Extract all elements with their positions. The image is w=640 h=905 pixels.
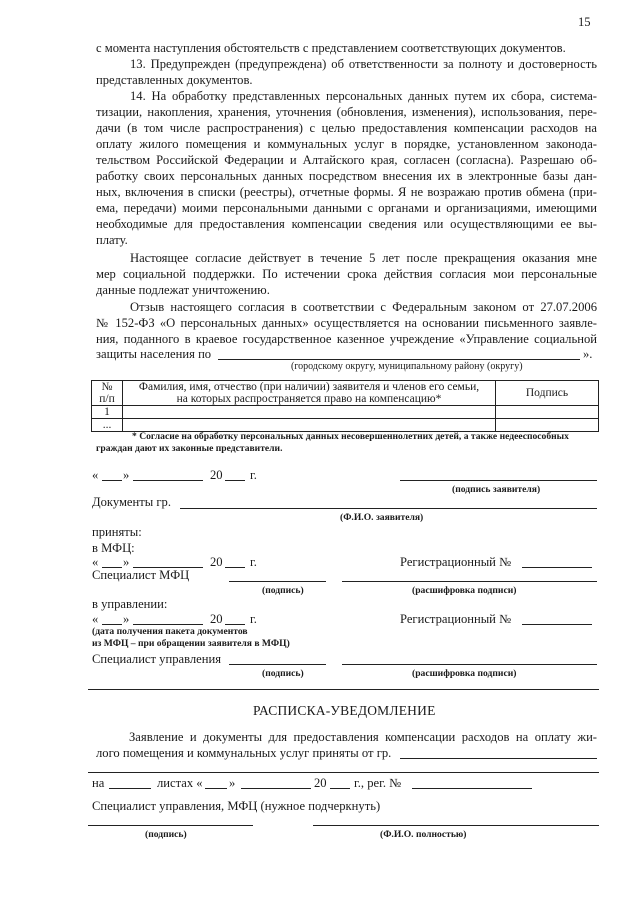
mfc-specialist-label: Специалист МФЦ	[92, 568, 190, 582]
table-row	[92, 406, 599, 419]
paragraph-continuation: с момента наступления обстоятельств с представлением соответствующих документов.	[96, 41, 566, 55]
dept-reg-label: Регистрационный №	[400, 612, 512, 626]
receipt-signature-field[interactable]	[88, 825, 253, 826]
receipt-text: Заявление и документы для предоставления компенсации расходов на оплату жи-	[129, 730, 597, 744]
receipt-divider	[88, 772, 599, 773]
receipt-signature-caption: (подпись)	[145, 829, 187, 840]
month-field[interactable]	[133, 480, 203, 481]
date-quote-open: «	[92, 468, 99, 482]
applicant-signature-field[interactable]	[400, 480, 597, 481]
dept-year-field[interactable]	[225, 624, 245, 625]
table-row	[92, 419, 599, 432]
year-field[interactable]	[225, 480, 245, 481]
day-field[interactable]	[102, 480, 122, 481]
header-num-label: №	[101, 381, 113, 393]
family-table	[91, 380, 599, 432]
row-fio-cell[interactable]	[123, 419, 496, 432]
paragraph-13-line: 13. Предупрежден (предупреждена) об ответственности за полноту и достоверность	[130, 57, 597, 71]
table-header-row	[92, 381, 599, 406]
receipt-text: лого помещения и коммунальных услуг приняты от гр.	[96, 746, 392, 760]
dept-decode-caption: (расшифровка подписи)	[412, 668, 517, 679]
paragraph-14-line: тельством Российской Федерации и Алтайского края, согласен (согласна). Разрешаю об-	[96, 153, 597, 167]
mfc-decode-caption: (расшифровка подписи)	[412, 585, 517, 596]
year-suffix: г.	[250, 468, 257, 482]
year-prefix: 20	[210, 468, 223, 482]
date-quote-open: «	[92, 612, 99, 626]
receipt-applicant-field[interactable]	[400, 758, 597, 759]
accepted-label: приняты:	[92, 525, 142, 539]
paragraph-14-line: 14. На обработку представленных персональных данных путем их сбора, система-	[130, 89, 597, 103]
receipt-fio-caption: (Ф.И.О. полностью)	[380, 829, 467, 840]
header-fio-label: Фамилия, имя, отчество (при наличии) заявителя и членов его семьи,	[138, 381, 480, 393]
paragraph-14-line: плату.	[96, 233, 128, 247]
date-quote-close: »	[123, 468, 130, 482]
applicant-signature-caption: (подпись заявителя)	[452, 484, 541, 495]
row-sign-cell[interactable]	[496, 419, 599, 432]
date-quote-close: »	[123, 555, 130, 569]
page-number: 15	[578, 15, 591, 29]
quote-close: ».	[583, 347, 593, 361]
receipt-sheets-field[interactable]	[109, 788, 151, 789]
paragraph-recall-line: защиты населения по	[96, 347, 212, 361]
documents-label: Документы гр.	[92, 495, 171, 509]
applicant-name-caption: (Ф.И.О. заявителя)	[340, 512, 424, 523]
paragraph-14-line: оплату жилого помещения и коммунальных услуг в порядке, установленном законода-	[96, 137, 597, 151]
mfc-decode-field[interactable]	[342, 581, 597, 582]
date-quote-close: »	[123, 612, 130, 626]
year-prefix: 20	[210, 555, 223, 569]
dept-reg-field[interactable]	[522, 624, 592, 625]
paragraph-recall-line: Отзыв настоящего согласия в соответствии с Федеральным законом от 27.07.2006	[130, 300, 597, 314]
year-prefix: 20	[210, 612, 223, 626]
row-sign-cell[interactable]	[496, 406, 599, 419]
dept-specialist-label: Специалист управления	[92, 652, 222, 666]
receipt-fio-field[interactable]	[313, 825, 599, 826]
receipt-title: РАСПИСКА-УВЕДОМЛЕНИЕ	[253, 703, 436, 718]
department-label: в управлении:	[92, 597, 168, 611]
header-fio	[123, 381, 496, 406]
paragraph-14-line: необходимые для предоставления компенсации сведения или осуществляющими ее вы-	[96, 217, 597, 231]
applicant-name-field[interactable]	[180, 508, 597, 509]
receipt-quote-close: »	[229, 776, 236, 790]
mfc-year-field[interactable]	[225, 567, 245, 568]
paragraph-13-line: представленных документов.	[96, 73, 253, 87]
mfc-signature-field[interactable]	[229, 581, 326, 582]
header-num-label: п/п	[99, 393, 115, 405]
header-fio-label: на которых распространяется право на компенсацию*	[176, 393, 442, 405]
mfc-reg-label: Регистрационный №	[400, 555, 512, 569]
row-num: 1	[92, 406, 123, 419]
section-divider	[88, 689, 599, 690]
district-field[interactable]	[218, 359, 580, 360]
row-num: ...	[92, 419, 123, 432]
mfc-label: в МФЦ:	[92, 541, 135, 555]
year-suffix: г.	[250, 612, 257, 626]
receipt-year-field[interactable]	[330, 788, 350, 789]
district-caption: (городскому округу, муниципальному району (округу)	[291, 361, 523, 372]
paragraph-14-line: работку своих персональных данных посредством внесения их в электронные базы дан-	[96, 169, 597, 183]
receipt-reg-label: г., рег. №	[354, 776, 402, 790]
dept-day-field[interactable]	[102, 624, 122, 625]
receipt-sheets-label: листах «	[157, 776, 203, 790]
header-sign: Подпись	[496, 381, 599, 406]
receipt-reg-field[interactable]	[412, 788, 532, 789]
footnote: * Согласие на обработку персональных данных несовершеннолетних детей, а также недееспособных	[132, 431, 569, 442]
paragraph-term-line: Настоящее согласие действует в течение 5 лет после прекращения оказания мне	[130, 251, 597, 265]
row-fio-cell[interactable]	[123, 406, 496, 419]
header-num	[92, 381, 123, 406]
date-quote-open: «	[92, 555, 99, 569]
dept-signature-caption: (подпись)	[262, 668, 304, 679]
paragraph-recall-line: ния, поданного в краевое государственное казенное учреждение «Управление социальной	[96, 332, 597, 346]
paragraph-14-line: тизации, накопления, хранения, уточнения (обновления, изменения), использования, пере-	[96, 105, 597, 119]
paragraph-14-line: ема, передачи) моими персональными данными с органами и организациями, имеющими	[96, 201, 597, 215]
paragraph-14-line: ных, включения в списки (реестры), отчетные формы. Я не возражаю против обмена (при-	[96, 185, 597, 199]
paragraph-recall-line: № 152-ФЗ «О персональных данных» осуществляется на основании письменного заявле-	[96, 316, 597, 330]
paragraph-term-line: данные подлежат уничтожению.	[96, 283, 270, 297]
receipt-date-note: из МФЦ – при обращении заявителя в МФЦ)	[92, 638, 290, 649]
dept-month-field[interactable]	[133, 624, 203, 625]
receipt-specialist-label: Специалист управления, МФЦ (нужное подчеркнуть)	[92, 799, 381, 813]
receipt-on-label: на	[92, 776, 105, 790]
year-suffix: г.	[250, 555, 257, 569]
paragraph-14-line: дачи (в том числе распространения) с целью предоставления компенсации расходов на	[96, 121, 597, 135]
dept-signature-field[interactable]	[229, 664, 326, 665]
paragraph-term-line: мер социальной поддержки. По истечении срока действия согласия мои персональные	[96, 267, 597, 281]
mfc-signature-caption: (подпись)	[262, 585, 304, 596]
receipt-date-note: (дата получения пакета документов	[92, 626, 248, 637]
dept-decode-field[interactable]	[342, 664, 597, 665]
receipt-year-prefix: 20	[314, 776, 327, 790]
footnote: граждан дают их законные представители.	[96, 443, 283, 454]
mfc-reg-field[interactable]	[522, 567, 592, 568]
receipt-day-field[interactable]	[205, 788, 227, 789]
receipt-month-field[interactable]	[241, 788, 311, 789]
